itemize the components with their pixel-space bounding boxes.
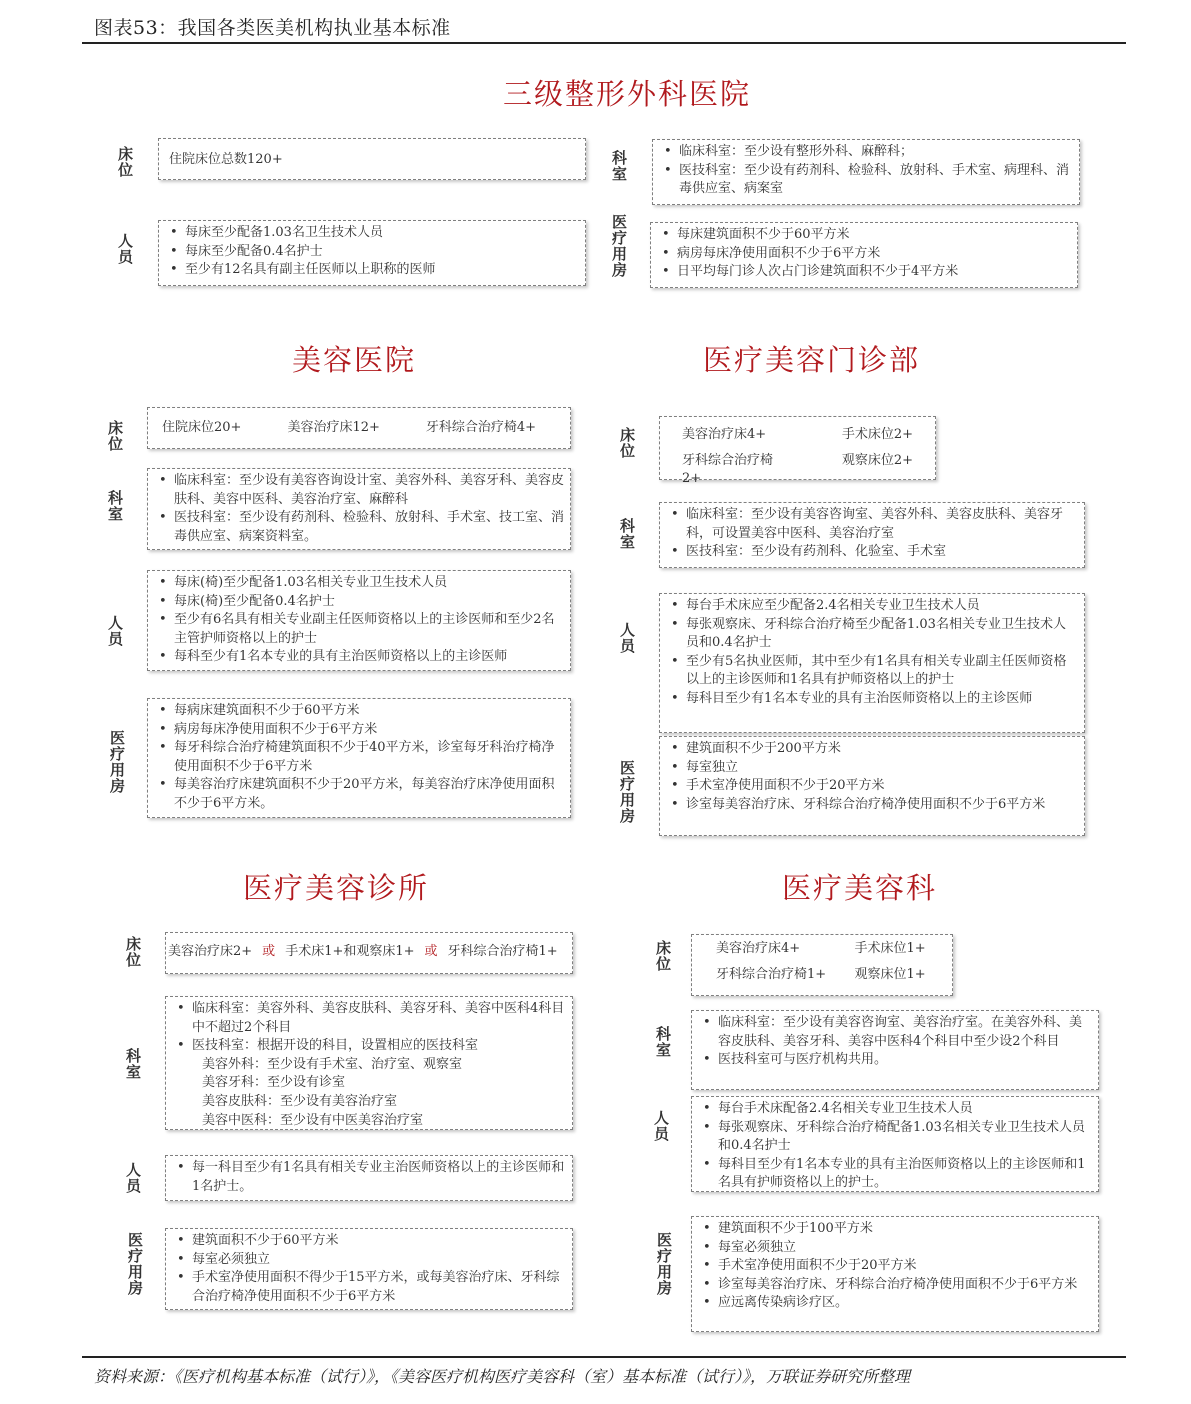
list-item: • 每室独立 <box>686 759 1078 778</box>
list-item: • 诊室每美容治疗床、牙科综合治疗椅净使用面积不少于6平方米 <box>686 796 1078 815</box>
list-item: • 每牙科综合治疗椅建筑面积不少于40平方米，诊室每牙科治疗椅净使用面积不少于6平方米 <box>174 739 564 776</box>
section-title-tertiary-plastic-hospital: 三级整形外科医院 <box>503 77 752 111</box>
list-item: • 医技科室可与医疗机构共用。 <box>718 1051 1092 1070</box>
label-room: 医疗用房 <box>655 1232 673 1296</box>
s2-bed-item: 住院床位20+ <box>162 420 242 435</box>
s4-bed-item: 牙科综合治疗椅1+ <box>447 944 558 959</box>
s4-bed-or: 或 <box>262 944 276 959</box>
source-note: 资料来源：《医疗机构基本标准（试行）》，《美容医疗机构医疗美容科（室）基本标准（试行）》，万联证券研究所整理 <box>94 1367 911 1386</box>
list-item: • 日平均每门诊人次占门诊建筑面积不少于4平方米 <box>677 263 1071 282</box>
sub-item-text: 美容外科：至少设有手术室、治疗室、观察室 <box>202 1056 463 1072</box>
s4-room-box <box>165 1228 573 1310</box>
s5-room-box <box>691 1216 1099 1332</box>
s3-dept-box <box>659 502 1085 568</box>
list-item: • 每床至少配备1.03名卫生技术人员 <box>185 224 579 243</box>
list-item: • 临床科室：至少设有整形外科、麻醉科； <box>679 143 1073 162</box>
list-item: • 每室必须独立 <box>718 1239 1092 1258</box>
s5-bed-item: 牙科综合治疗椅1+ <box>716 966 827 982</box>
label-staff: 人员 <box>116 233 134 265</box>
s4-bed-or: 或 <box>424 944 438 959</box>
top-rule <box>82 42 1126 44</box>
list-item: • 建筑面积不少于200平方米 <box>686 740 1078 759</box>
sub-item <box>192 1093 566 1112</box>
label-staff: 人员 <box>124 1162 142 1194</box>
section-title-beauty-hospital: 美容医院 <box>292 343 417 377</box>
list-item: • 每一科目至少有1名具有相关专业主治医师资格以上的主诊医师和1名护士。 <box>192 1159 566 1196</box>
s3-room-box <box>659 736 1085 836</box>
list-item: • 每病床建筑面积不少于60平方米 <box>174 702 564 721</box>
sub-item-text: 美容皮肤科：至少设有美容治疗室 <box>202 1093 398 1109</box>
figure-title: 图表53：我国各类医美机构执业基本标准 <box>94 17 451 39</box>
label-bed: 床位 <box>124 936 142 968</box>
list-item: • 每张观察床、牙科综合治疗椅至少配备1.03名相关专业卫生技术人员和0.4名护士 <box>686 616 1078 653</box>
label-room: 医疗用房 <box>108 730 126 794</box>
s5-staff-box <box>691 1096 1099 1192</box>
list-item: • 每床(椅)至少配备0.4名护士 <box>174 593 564 612</box>
s4-bed-box <box>165 932 573 974</box>
list-item: • 每床(椅)至少配备1.03名相关专业卫生技术人员 <box>174 574 564 593</box>
list-item: • 每台手术床配备2.4名相关专业卫生技术人员 <box>718 1100 1092 1119</box>
label-bed: 床位 <box>654 940 672 972</box>
bottom-rule <box>82 1356 1126 1358</box>
list-item: • 医技科室：根据开设的科目，设置相应的医技科室 <box>192 1037 566 1056</box>
list-item: • 手术室净使用面积不少于20平方米 <box>686 777 1078 796</box>
s1-staff-box <box>158 220 586 286</box>
list-item: • 每床至少配备0.4名护士 <box>185 243 579 262</box>
list-item: • 每科目至少有1名本专业的具有主治医师资格以上的主诊医师 <box>686 690 1078 709</box>
s5-bed-box <box>691 934 953 996</box>
s2-bed-box <box>147 407 571 449</box>
s5-bed-item: 美容治疗床4+ <box>716 941 801 956</box>
label-bed: 床位 <box>106 420 124 452</box>
list-item: • 每台手术床应至少配备2.4名相关专业卫生技术人员 <box>686 597 1078 616</box>
s3-bed-item: 牙科综合治疗椅2+ <box>682 452 774 487</box>
s2-staff-box <box>147 570 571 671</box>
list-item: • 建筑面积不少于60平方米 <box>192 1232 566 1251</box>
s2-room-box <box>147 698 571 818</box>
label-dept: 科室 <box>106 490 124 522</box>
list-item: • 建筑面积不少于100平方米 <box>718 1220 1092 1239</box>
s4-bed-item: 手术床1+和观察床1+ <box>285 944 415 959</box>
label-bed: 床位 <box>116 146 134 178</box>
s1-bed-box <box>158 138 586 180</box>
sub-item <box>192 1112 566 1131</box>
label-room: 医疗用房 <box>126 1232 144 1296</box>
s4-dept-box <box>165 996 573 1130</box>
list-item: • 临床科室：美容外科、美容皮肤科、美容牙科、美容中医科4科目中不超过2个科目 <box>192 1000 566 1037</box>
list-item: • 临床科室：至少设有美容咨询室、美容外科、美容皮肤科、美容牙科，可设置美容中医科、美容治疗室 <box>686 506 1078 543</box>
label-staff: 人员 <box>106 615 124 647</box>
s2-bed-item: 牙科综合治疗椅4+ <box>425 420 537 435</box>
list-item: • 医技科室：至少设有药剂科、化验室、手术室 <box>686 543 1078 562</box>
sub-item-text: 美容牙科：至少设有诊室 <box>202 1075 346 1091</box>
label-room: 医疗用房 <box>610 214 628 278</box>
label-dept: 科室 <box>654 1026 672 1058</box>
label-room: 医疗用房 <box>618 760 636 824</box>
s3-staff-box <box>659 593 1085 733</box>
list-item: • 每科至少有1名本专业的具有主治医师资格以上的主诊医师 <box>174 648 564 667</box>
s4-bed-item: 美容治疗床2+ <box>168 944 253 959</box>
s1-room-box <box>650 222 1078 288</box>
list-item: • 病房每床净使用面积不少于6平方米 <box>677 245 1071 264</box>
list-item: • 手术室净使用面积不少于20平方米 <box>718 1257 1092 1276</box>
list-item: • 每床建筑面积不少于60平方米 <box>677 226 1071 245</box>
section-title-beauty-clinic: 医疗美容诊所 <box>243 871 430 905</box>
s4-staff-box <box>165 1155 573 1201</box>
list-item: • 每美容治疗床建筑面积不少于20平方米，每美容治疗床净使用面积不少于6平方米。 <box>174 776 564 813</box>
list-item: • 手术室净使用面积不得少于15平方米，或每美容治疗床、牙科综合治疗椅净使用面积不少于6平方米 <box>192 1269 566 1306</box>
s5-dept-box <box>691 1010 1099 1090</box>
list-item: • 医技科室：至少设有药剂科、检验科、放射科、手术室、病理科、消毒供应室、病案室 <box>679 162 1073 199</box>
list-item: • 医技科室：至少设有药剂科、检验科、放射科、手术室、技工室、消毒供应室、病案资料室。 <box>174 509 564 546</box>
list-item: • 至少有12名具有副主任医师以上职称的医师 <box>185 261 579 280</box>
label-dept: 科室 <box>124 1048 142 1080</box>
list-item: • 病房每床净使用面积不少于6平方米 <box>174 721 564 740</box>
list-item: • 每科目至少有1名本专业的具有主治医师资格以上的主诊医师和1名具有护师资格以上的护士。 <box>718 1156 1092 1193</box>
sub-item-text: 美容中医科：至少设有中医美容治疗室 <box>202 1112 424 1128</box>
label-staff: 人员 <box>618 622 636 654</box>
s3-bed-item: 手术床位2+ <box>841 427 913 442</box>
s3-bed-item: 观察床位2+ <box>841 452 913 468</box>
label-dept: 科室 <box>618 518 636 550</box>
s3-bed-item: 美容治疗床4+ <box>682 427 767 442</box>
s1-dept-box <box>652 139 1080 205</box>
list-item: • 临床科室：至少设有美容咨询室、美容治疗室。在美容外科、美容皮肤科、美容牙科、美容中医科4个科目中至少设2个科目 <box>718 1014 1092 1051</box>
section-title-beauty-outpatient: 医疗美容门诊部 <box>703 343 921 377</box>
list-item: • 至少有6名具有相关专业副主任医师资格以上的主诊医师和至少2名主管护师资格以上的护士 <box>174 611 564 648</box>
label-dept: 科室 <box>610 150 628 182</box>
label-bed: 床位 <box>618 427 636 459</box>
sub-item <box>192 1056 566 1075</box>
list-item: • 临床科室：至少设有美容咨询设计室、美容外科、美容牙科、美容皮肤科、美容中医科、美容治疗室、麻醉科 <box>174 472 564 509</box>
section-title-beauty-department: 医疗美容科 <box>782 871 938 905</box>
s5-bed-item: 手术床位1+ <box>854 941 926 956</box>
list-item: • 至少有5名执业医师，其中至少有1名具有相关专业副主任医师资格以上的主诊医师和1名具有护师资格以上的护士 <box>686 653 1078 690</box>
s2-dept-box <box>147 468 571 550</box>
s2-bed-item: 美容治疗床12+ <box>287 420 380 435</box>
s3-bed-box <box>659 416 936 487</box>
label-staff: 人员 <box>652 1110 670 1142</box>
sub-item <box>192 1074 566 1093</box>
s1-bed-text: 住院床位总数120+ <box>169 152 283 167</box>
list-item: • 诊室每美容治疗床、牙科综合治疗椅净使用面积不少于6平方米 <box>718 1276 1092 1295</box>
s5-bed-item: 观察床位1+ <box>854 966 926 982</box>
list-item: • 每室必须独立 <box>192 1251 566 1270</box>
list-item: • 每张观察床、牙科综合治疗椅配备1.03名相关专业卫生技术人员和0.4名护士 <box>718 1119 1092 1156</box>
list-item: • 应远离传染病诊疗区。 <box>718 1294 1092 1313</box>
